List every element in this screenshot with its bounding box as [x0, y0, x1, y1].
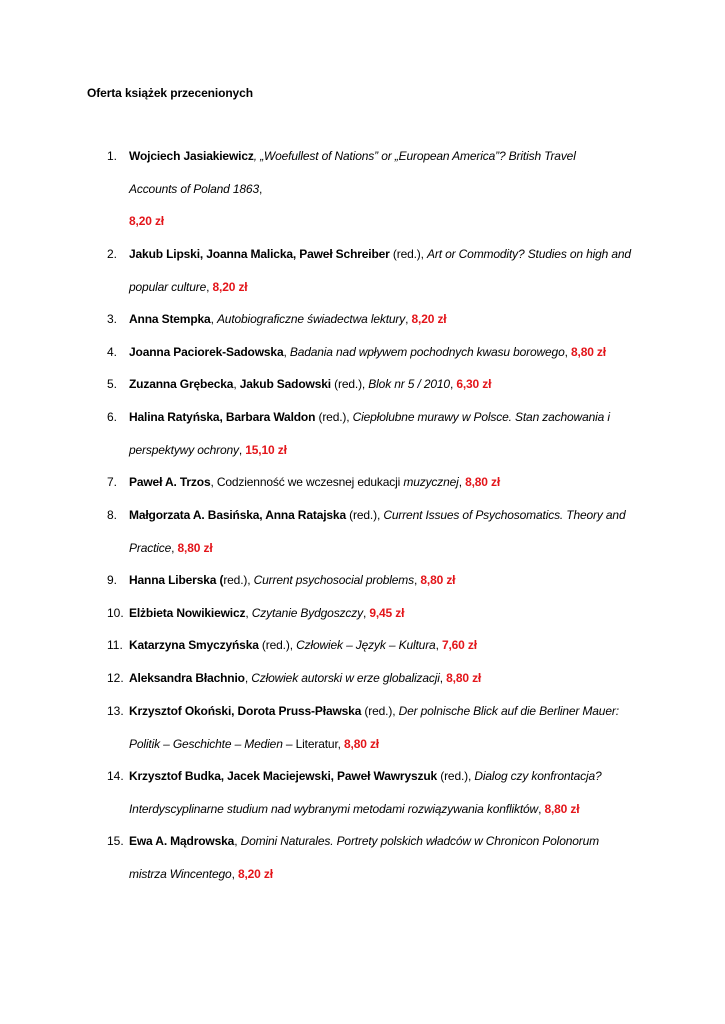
book-title: Autobiograficzne świadectwa lektury	[216, 312, 406, 326]
item-number: 4.	[107, 345, 118, 359]
text-segment: ,	[362, 606, 370, 620]
price: 15,10 zł	[245, 443, 287, 457]
item-line	[129, 246, 631, 262]
item-line	[129, 213, 164, 229]
author: Małgorzata A. Basińska, Anna Ratajska	[129, 508, 346, 522]
text-segment: ,	[449, 377, 457, 391]
item-line	[129, 148, 576, 164]
author: Anna Stempka	[129, 312, 211, 326]
item-line	[129, 442, 287, 458]
item-line	[129, 736, 379, 752]
item-line	[129, 181, 262, 197]
text-segment: ,	[439, 671, 447, 685]
book-title: Człowiek – Język – Kultura	[296, 638, 436, 652]
author: Jakub Sadowski	[239, 377, 331, 391]
book-title: Dialog czy konfrontacja?	[474, 769, 602, 783]
item-line	[129, 409, 610, 425]
item-number: 1.	[107, 149, 118, 163]
item-line	[129, 637, 477, 653]
text-segment: (red.),	[345, 508, 384, 522]
text-segment: ,	[171, 541, 178, 555]
text-segment: (red.),	[330, 377, 369, 391]
text-segment: ,	[238, 443, 246, 457]
text-segment: ,	[414, 573, 421, 587]
text-segment: ,	[458, 475, 466, 489]
price: 6,30 zł	[456, 377, 492, 391]
item-line	[129, 572, 455, 588]
book-title: Ciepłolubne murawy w Polsce. Stan zachowania i	[352, 410, 610, 424]
book-title: Art or Commodity? Studies on high and	[427, 247, 631, 261]
text-segment: ,	[210, 312, 217, 326]
price: 8,80 zł	[446, 671, 482, 685]
text-segment: ,	[244, 671, 252, 685]
text-segment: ,	[234, 834, 241, 848]
book-title: mistrza Wincentego	[129, 867, 232, 881]
item-number: 5.	[107, 377, 118, 391]
price: 8,80 zł	[465, 475, 501, 489]
text-segment: ,	[564, 345, 571, 359]
book-title: perspektywy ochrony	[129, 443, 239, 457]
text-segment: (red.),	[389, 247, 428, 261]
item-number: 6.	[107, 410, 118, 424]
text-segment: – Literatur,	[282, 737, 345, 751]
item-line	[129, 279, 248, 295]
item-line	[129, 474, 500, 490]
book-title: muzycznej	[403, 475, 459, 489]
item-number: 13.	[107, 704, 124, 718]
author: Ewa A. Mądrowska	[129, 834, 235, 848]
book-title: Current psychosocial problems	[253, 573, 414, 587]
text-segment: , Codzienność we wczesnej edukacji	[210, 475, 404, 489]
author: Aleksandra Błachnio	[129, 671, 245, 685]
text-segment: (red.),	[437, 769, 475, 783]
book-title: Domini Naturales. Portrety polskich władców w Chronicon Polonorum	[240, 834, 599, 848]
item-line	[129, 605, 404, 621]
item-number: 7.	[107, 475, 118, 489]
item-number: 12.	[107, 671, 124, 685]
text-segment: (red.),	[315, 410, 353, 424]
item-number: 10.	[107, 606, 124, 620]
price: 8,20 zł	[212, 280, 248, 294]
book-title: Politik – Geschichte – Medien	[129, 737, 283, 751]
text-segment: ,	[206, 280, 213, 294]
price: 8,80 zł	[177, 541, 213, 555]
book-title: popular culture	[129, 280, 207, 294]
item-line	[129, 801, 579, 817]
author: Krzysztof Okoński, Dorota Pruss-Pławska	[129, 704, 362, 718]
price: 8,80 zł	[344, 737, 379, 751]
book-title: Accounts of Poland 1863	[129, 182, 259, 196]
text-segment: ,	[405, 312, 412, 326]
author: Krzysztof Budka, Jacek Maciejewski, Paweł Wawryszuk	[129, 769, 438, 783]
author: Katarzyna Smyczyńska	[129, 638, 259, 652]
item-number: 2.	[107, 247, 118, 261]
item-line	[129, 866, 273, 882]
author: Hanna Liberska (	[129, 573, 224, 587]
book-title: Practice	[129, 541, 172, 555]
text-segment: ,	[435, 638, 442, 652]
price: 8,20 zł	[237, 867, 273, 881]
item-line	[129, 670, 481, 686]
item-line	[129, 833, 599, 849]
text-segment: ,	[538, 802, 545, 816]
book-title: ,	[253, 149, 261, 163]
text-segment: (red.),	[361, 704, 399, 718]
book-title: Czytanie Bydgoszczy	[251, 606, 363, 620]
book-title: Blok nr 5 / 2010	[368, 377, 450, 391]
author: Joanna Paciorek-Sadowska	[129, 345, 284, 359]
author: Elżbieta Nowikiewicz	[129, 606, 246, 620]
item-line	[129, 768, 602, 784]
book-title: Der polnische Blick auf die Berliner Mauer:	[398, 704, 619, 718]
price: 8,80 zł	[570, 345, 606, 359]
author: Wojciech Jasiakiewicz	[129, 149, 254, 163]
text-segment: red.),	[223, 573, 254, 587]
document-title: Oferta książek przecenionych	[87, 86, 253, 100]
author: Zuzanna Grębecka	[129, 377, 234, 391]
item-number: 15.	[107, 834, 124, 848]
book-title: Człowiek autorski w erze globalizacji	[251, 671, 440, 685]
item-line	[129, 540, 213, 556]
author: Halina Ratyńska, Barbara Waldon	[129, 410, 316, 424]
price: 8,80 zł	[420, 573, 456, 587]
book-title: Badania nad wpływem pochodnych kwasu borowego	[289, 345, 565, 359]
item-number: 9.	[107, 573, 118, 587]
price: 9,45 zł	[369, 606, 405, 620]
text-segment: ,	[258, 182, 263, 196]
text-segment: ,	[245, 606, 252, 620]
item-line	[129, 376, 491, 392]
item-line	[129, 344, 606, 360]
text-segment: ,	[283, 345, 290, 359]
price: 8,80 zł	[544, 802, 580, 816]
text-segment: ,	[233, 377, 240, 391]
author: Paweł A. Trzos	[129, 475, 211, 489]
book-title: „Woefullest of Nations” or „European America”? British Travel	[260, 149, 576, 163]
book-title: Current Issues of Psychosomatics. Theory and	[383, 508, 626, 522]
price: 8,20 zł	[129, 214, 164, 228]
item-line	[129, 703, 619, 719]
item-line	[129, 507, 625, 523]
item-line	[129, 311, 446, 327]
price: 7,60 zł	[441, 638, 477, 652]
item-number: 8.	[107, 508, 118, 522]
text-segment: ,	[231, 867, 238, 881]
text-segment: (red.),	[258, 638, 297, 652]
book-title: Interdyscyplinarne studium nad wybranymi metodami rozwiązywania konfliktów	[129, 802, 539, 816]
item-number: 14.	[107, 769, 124, 783]
item-number: 3.	[107, 312, 118, 326]
author: Jakub Lipski, Joanna Malicka, Paweł Schreiber	[129, 247, 390, 261]
item-number: 11.	[107, 638, 123, 652]
price: 8,20 zł	[411, 312, 447, 326]
